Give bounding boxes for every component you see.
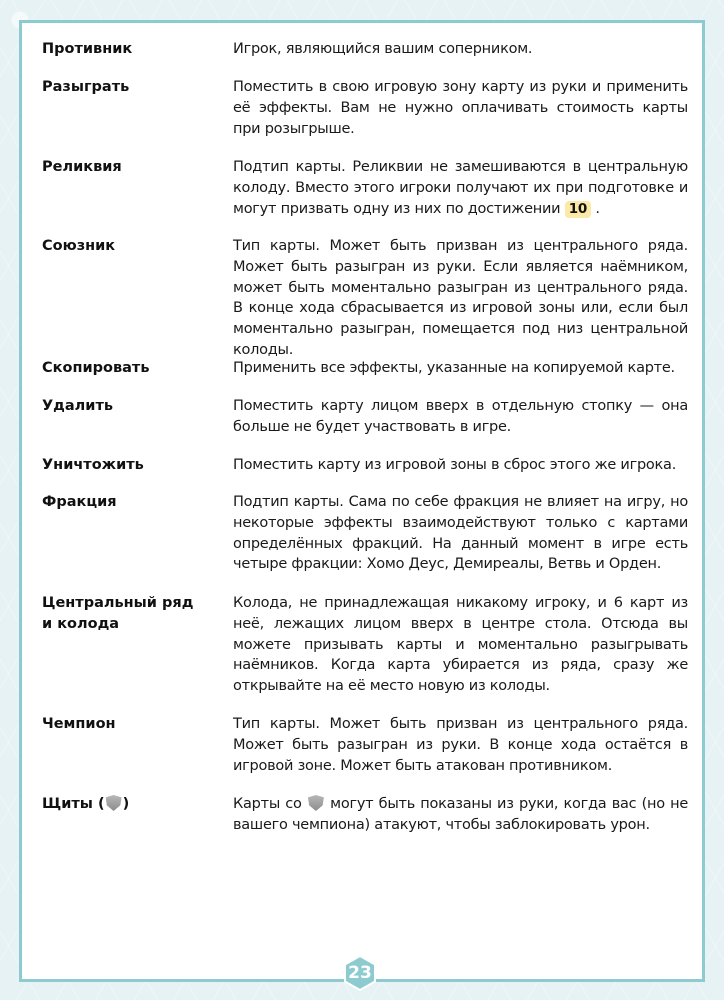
term: Чемпион: [42, 716, 116, 732]
glossary-page: [19, 20, 705, 982]
term: Скопировать: [42, 360, 150, 376]
definition: Поместить в свою игровую зону карту из руки и применить её эффекты. Вам не нужно оплачивать стоимость карты при розыгрыше.: [233, 79, 688, 137]
term: Разыграть: [42, 79, 130, 95]
definition-text: Карты со: [233, 796, 302, 812]
shield-icon: [308, 795, 324, 811]
definition: Поместить карту лицом вверх в отдельную стопку — она больше не будет участвовать в игре.: [233, 398, 688, 435]
term: Союзник: [42, 238, 116, 254]
definition: Подтип карты. Сама по себе фракция не влияет на игру, но некоторые эффекты взаимодействуют только с картами определённых фракций. На данный момент в игре есть четыре фракции: Хомо Деус, Демиреалы, Ветвь и Орден.: [233, 494, 688, 573]
term: Удалить: [42, 398, 114, 414]
term: Центральный ряд и колода: [42, 595, 194, 632]
definition-text-end: .: [595, 200, 600, 217]
definition: Поместить карту из игровой зоны в сброс этого же игрока.: [233, 457, 677, 473]
definition: [233, 157, 688, 219]
definition-text-end: могут быть показаны из руки, когда вас (но не вашего чемпиона) атакуют, чтобы заблокировать урон.: [233, 796, 689, 833]
page-number-text: 23: [348, 963, 372, 983]
definition-text: Подтип карты. Реликвии не замешиваются в центральную колоду. Вместо этого игроки получают их при подготовке и могут призвать одну из них по достижении: [233, 159, 688, 217]
page-number: [342, 955, 378, 991]
term: Фракция: [42, 494, 117, 510]
definition: [233, 794, 688, 836]
definition: Тип карты. Может быть призван из центрального ряда. Может быть разыгран из руки. Если является наёмником, может быть моментально разыгран из центрального ряда. В конце хода сбрасывается из игровой зоны или, если был моментально разыгран, помещается под низ центральной колоды.: [233, 238, 688, 358]
power-badge: 10: [565, 201, 591, 218]
definition: Применить все эффекты, указанные на копируемой карте.: [233, 360, 675, 376]
term-text-end: ): [122, 796, 130, 812]
term: Уничтожить: [42, 457, 144, 473]
term-text: Щиты (: [42, 796, 105, 812]
definition: Игрок, являющийся вашим соперником.: [233, 41, 533, 57]
definition: Колода, не принадлежащая никакому игроку, и 6 карт из неё, лежащих лицом вверх в центре стола. Отсюда вы можете призывать карты и моментально разыгрывать наёмников. Когда карта убирается из ряда, сразу же открывайте на её место новую из колоды.: [233, 595, 688, 695]
definition: Тип карты. Может быть призван из центрального ряда. Может быть разыгран из руки. В конце хода остаётся в игровой зоне. Может быть атакован противником.: [233, 716, 688, 774]
term: [42, 794, 222, 815]
term: Реликвия: [42, 159, 122, 175]
shield-icon: [106, 795, 122, 811]
term: Противник: [42, 41, 133, 57]
